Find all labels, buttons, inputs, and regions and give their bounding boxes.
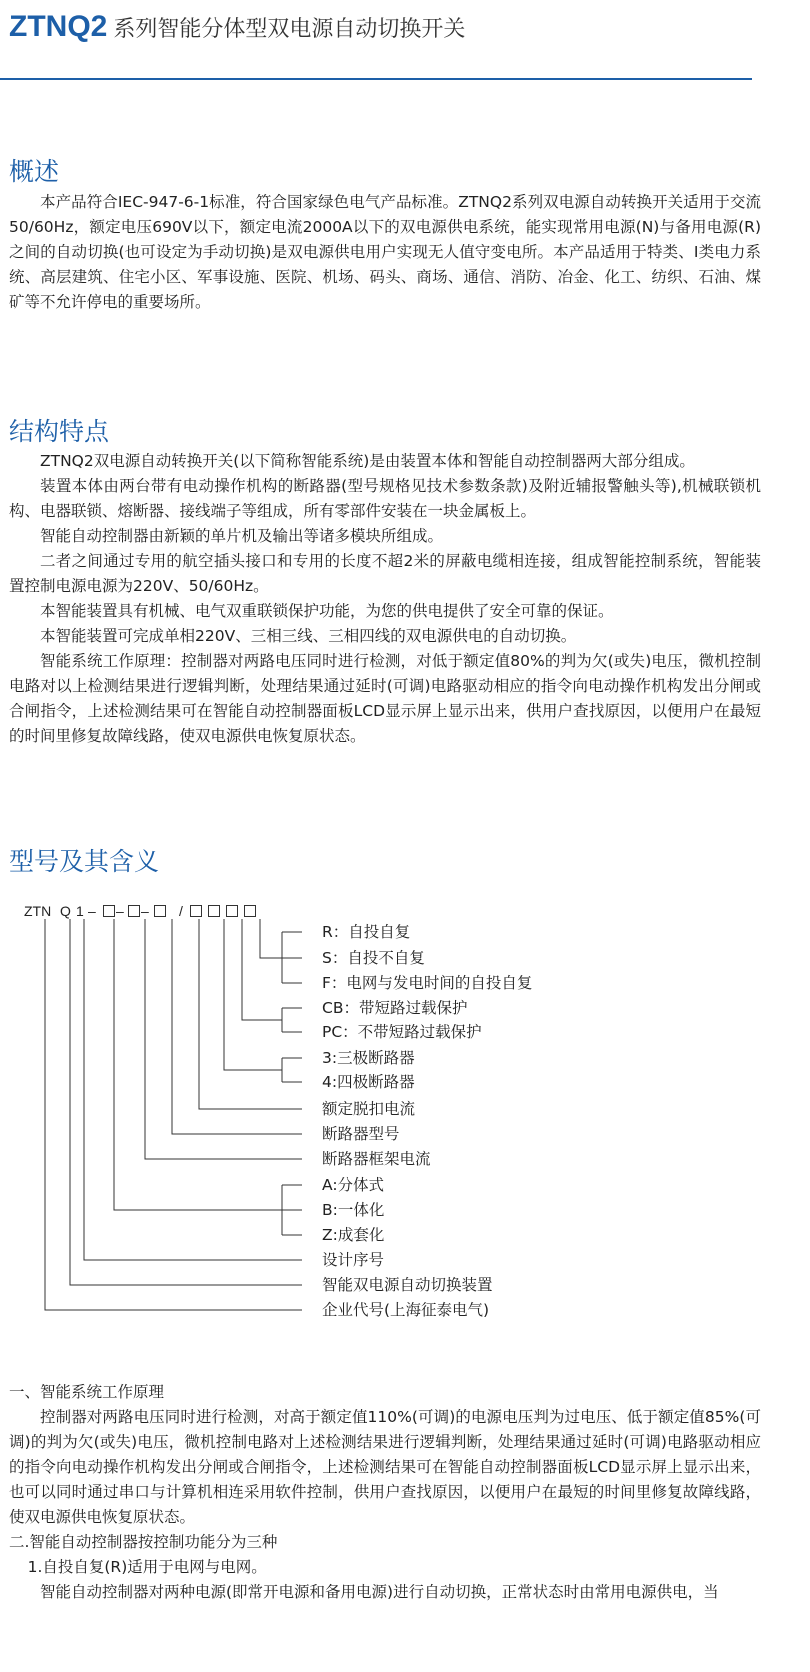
model-label: 额定脱扣电流	[322, 1100, 416, 1118]
model-label: S：自投不自复	[322, 949, 425, 967]
overview-text	[9, 190, 761, 315]
principle-paragraph: 控制器对两路电压同时进行检测，对高于额定值110%(可调)的电源电压判为过电压、低于额定值85%(可调)的判为欠(或失)电压，微机控制电路对上述检测结果进行逻辑判断，处理结果通过延时(可调)电路驱动相应的指令向电动操作机构发出分闸或合闸指令，上述检测结果可在智能自动控制器面板LCD显示屏上显示出来，也可以同时通过串口与计算机相连采用软件控制，供用户查找原因，以便用户在最短的时间里修复故障线路，使双电源供电恢复原状态。	[9, 1408, 761, 1526]
code-blank-box	[244, 905, 256, 917]
code-slash: /	[179, 903, 183, 919]
code-prefix: ZTN	[24, 903, 52, 919]
structure-paragraph: 本智能装置可完成单相220V、三相三线、三相四线的双电源供电的自动切换。	[40, 627, 577, 645]
structure-paragraph: 本智能装置具有机械、电气双重联锁保护功能，为您的供电提供了安全可靠的保证。	[40, 602, 614, 620]
bracket-ticks	[282, 1058, 302, 1082]
model-label: Z:成套化	[322, 1226, 385, 1244]
structure-paragraph: 智能系统工作原理：控制器对两路电压同时进行检测，对低于额定值80%的判为欠(或失)电压，微机控制电路对以上检测结果进行逻辑判断，处理结果通过延时(可调)电路驱动相应的指令向电动操作机构发出分闸或合闸指令，上述检测结果可在智能自动控制器面板LCD显示屏上显示出来，供用户查找原因，以便用户在最短的时间里修复故障线路，使双电源供电恢复原状态。	[9, 652, 761, 745]
model-code-title: ZTNQ2	[9, 10, 108, 43]
model-label: 4:四极断路器	[322, 1073, 415, 1091]
model-label: 设计序号	[322, 1251, 385, 1269]
principle-item: 1.自投自复(R)适用于电网与电网。	[27, 1558, 267, 1576]
structure-paragraph: 智能自动控制器由新颖的单片机及输出等诸多模块所组成。	[40, 527, 444, 545]
structure-paragraph: ZTNQ2双电源自动转换开关(以下简称智能系统)是由装置本体和智能自动控制器两大部分组成。	[40, 452, 695, 470]
section-heading-structure: 结构特点	[9, 417, 110, 446]
connector-line	[45, 919, 302, 1310]
code-blank-box	[128, 905, 140, 917]
code-blank-box	[154, 905, 166, 917]
header-rule	[0, 78, 752, 80]
model-label: CB：带短路过载保护	[322, 999, 468, 1017]
connector-line	[172, 919, 302, 1134]
principle-heading: 一、智能系统工作原理	[9, 1383, 165, 1401]
section-heading-model: 型号及其含义	[9, 847, 160, 876]
code-blank-box	[103, 905, 115, 917]
overview-paragraph: 本产品符合IEC-947-6-1标准，符合国家绿色电气产品标准。ZTNQ2系列双电源自动转换开关适用于交流50/60Hz，额定电压690V以下，额定电流2000A以下的双电源供电系统，能实现常用电源(N)与备用电源(R)之间的自动切换(也可设定为手动切换)是双电源供电用户实现无人值守变电所。本产品适用于特类、Ⅰ类电力系统、高层建筑、住宅小区、军事设施、医院、机场、码头、商场、通信、消防、冶金、化工、纺织、石油、煤矿等不允许停电的重要场所。	[9, 193, 761, 311]
model-label: B:一体化	[322, 1201, 385, 1219]
model-label: PC：不带短路过载保护	[322, 1023, 482, 1041]
connector-line	[242, 919, 282, 1020]
connector-line	[260, 919, 282, 958]
model-label: 企业代号(上海征泰电气)	[322, 1301, 490, 1319]
model-label: F：电网与发电时间的自投自复	[322, 974, 533, 992]
model-label: 智能双电源自动切换装置	[322, 1276, 493, 1294]
structure-paragraph: 二者之间通过专用的航空插头接口和专用的长度不超2米的屏蔽电缆相连接，组成智能控制系统，智能装置控制电源电源为220V、50/60Hz。	[9, 552, 761, 595]
document-title: 系列智能分体型双电源自动切换开关	[113, 17, 466, 42]
model-label: R：自投自复	[322, 923, 411, 941]
code-dash: –	[88, 903, 96, 919]
structure-paragraph: 装置本体由两台带有电动操作机构的断路器(型号规格见技术参数条款)及附近辅报警触头等),机械联锁机构、电器联锁、熔断器、接线端子等组成，所有零部件安装在一块金属板上。	[9, 477, 761, 520]
bracket-ticks	[282, 1008, 302, 1032]
principle-text	[9, 1380, 761, 1605]
connector-line	[199, 919, 302, 1109]
code-blank-box	[190, 905, 202, 917]
bracket-ticks	[282, 932, 302, 983]
connector-line	[114, 919, 282, 1210]
code-dash: –	[141, 903, 149, 919]
model-label: A:分体式	[322, 1176, 385, 1194]
model-label: 断路器框架电流	[322, 1150, 431, 1168]
structure-text	[9, 449, 761, 749]
model-label: 3:三极断路器	[322, 1049, 415, 1067]
code-dash: –	[116, 903, 124, 919]
code-char-1: 1	[76, 903, 84, 919]
code-blank-box	[226, 905, 238, 917]
model-label: 断路器型号	[322, 1125, 400, 1143]
connector-line	[145, 919, 302, 1159]
connector-line	[224, 919, 282, 1070]
code-char-q: Q	[60, 903, 71, 919]
connector-line	[84, 919, 302, 1260]
section-heading-overview: 概述	[9, 157, 60, 186]
principle-subheading: 二.智能自动控制器按控制功能分为三种	[9, 1533, 278, 1551]
principle-paragraph: 智能自动控制器对两种电源(即常开电源和备用电源)进行自动切换，正常状态时由常用电源供电，当	[40, 1583, 719, 1601]
document-header	[9, 10, 465, 44]
bracket-ticks	[282, 1185, 302, 1235]
code-blank-box	[208, 905, 220, 917]
connector-line	[70, 919, 302, 1285]
